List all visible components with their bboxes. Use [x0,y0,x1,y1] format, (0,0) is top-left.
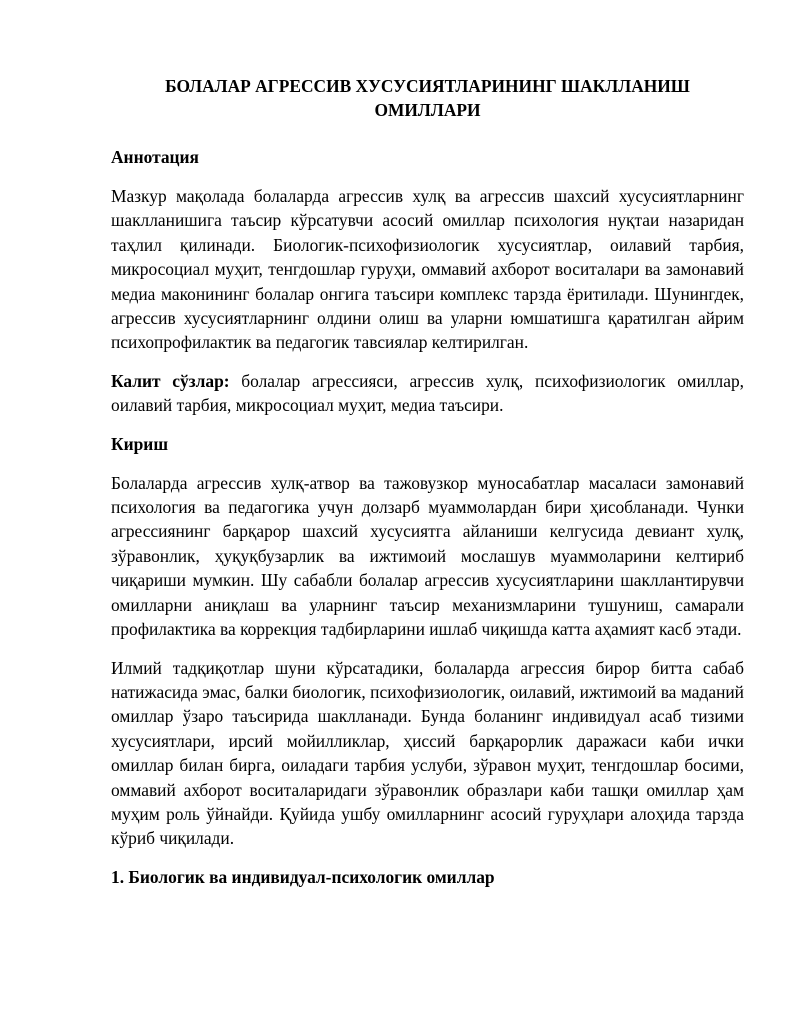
annotation-heading: Аннотация [111,147,199,167]
section-1-heading: 1. Биологик ва индивидуал-психологик омиллар [111,866,495,887]
annotation-paragraph: Мазкур мақолада болаларда агрессив хулқ ва агрессив шахсий хусусиятларнинг шаклланишига таъсир кўрсатувчи асосий омиллар психология нуқтаи назаридан таҳлил қилинади. Биологик-психофизиологик хусусиятлар, оилавий тарбия, микросоциал муҳит, тенгдошлар гуруҳи, оммавий ахборот воситалари ва замонавий медиа маконининг болалар онгига таъсири комплекс тарзда ёритилади. Шунингдек, агрессив хусусиятларнинг олдини олиш ва уларни юмшатишга қаратилган айрим психопрофилактик ва педагогик тавсиялар келтирилган. [111,186,744,353]
document-title: БОЛАЛАР АГРЕССИВ ХУСУСИЯТЛАРИНИНГ ШАКЛЛАНИШ ОМИЛЛАРИ [165,76,690,120]
intro-paragraph-2: Илмий тадқиқотлар шуни кўрсатадики, болаларда агрессия бирор битта сабаб натижасида эмас, балки биологик, психофизиологик, оилавий, ижтимоий ва маданий омиллар ўзаро таъсирида шаклланади. Бунда боланинг индивидуал асаб тизими хусусиятлари, ирсий мойилликлар, ҳиссий барқарорлик даражаси каби ички омиллар билан бирга, оиладаги тарбия услуби, зўравон муҳит, тенгдошлар босими, оммавий ахборот воситаларидаги зўравонлик образлари каби ташқи омиллар ҳам муҳим роль ўйнайди. Қуйида ушбу омилларнинг асосий гуруҳлари алоҳида тарзда кўриб чиқилади. [111,657,744,849]
intro-heading: Кириш [111,433,169,454]
keywords-text: болалар агрессияси, агрессив хулқ, психофизиологик омиллар, оилавий тарбия, микросоциал муҳит, медиа таъсири. [111,370,744,416]
keywords-label: Калит сўзлар: [111,370,230,391]
keywords-paragraph [111,369,744,418]
intro-paragraph-1: Болаларда агрессив хулқ-атвор ва тажовузкор муносабатлар масаласи замонавий психология ва педагогика учун долзарб муаммолардан бири ҳисобланади. Чунки агрессиянинг барқарор шахсий хусусиятга айланиши келгусида девиант хулқ, зўравонлик, ҳуқуқбузарлик ва ижтимоий мослашув муаммоларини келтириб чиқариши мумкин. Шу сабабли болалар агрессив хусусиятларини шакллантирувчи омилларни аниқлаш ва уларнинг таъсир механизмларини тушуниш, самарали профилактика ва коррекция тадбирларини ишлаб чиқишда катта аҳамият касб этади. [111,472,744,640]
